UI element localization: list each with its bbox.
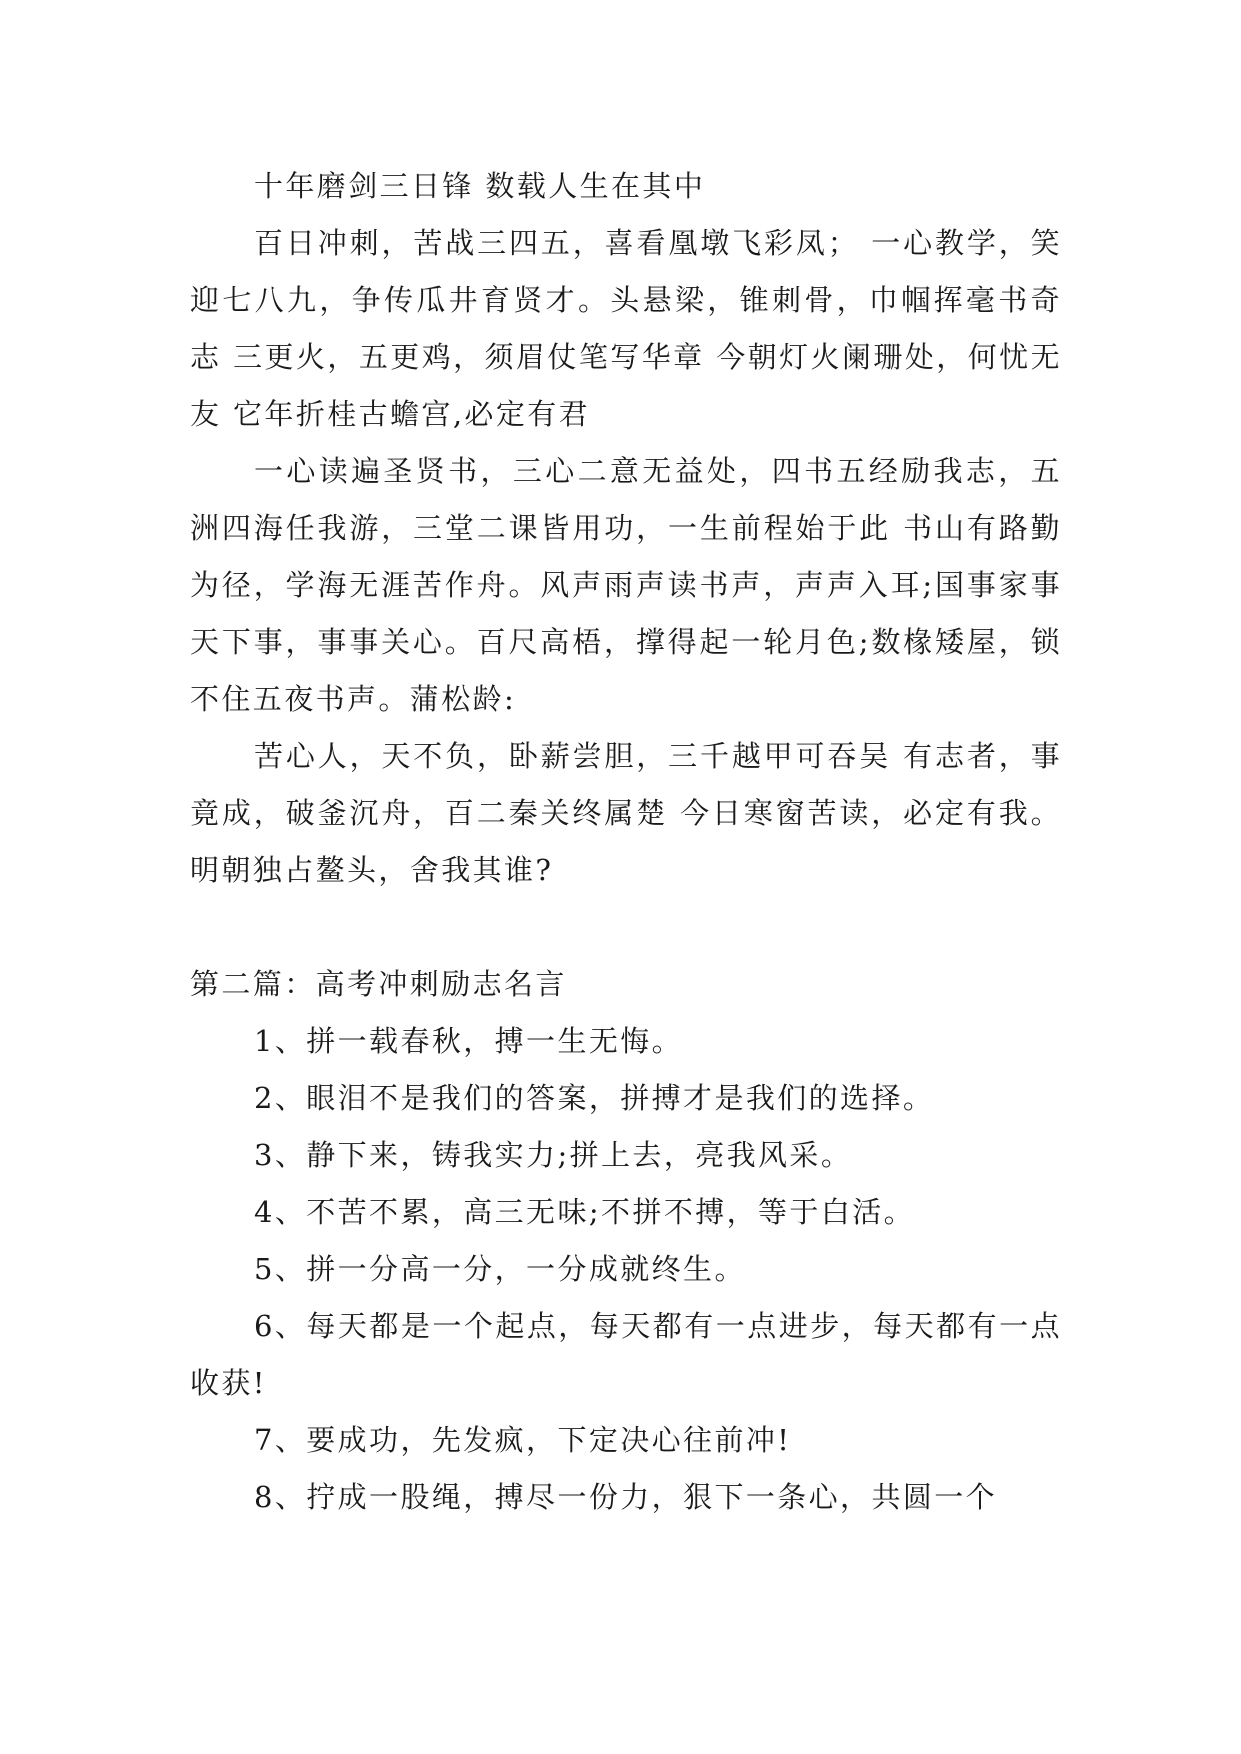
quote-item: 7、要成功，先发疯，下定决心往前冲! [254,1423,792,1457]
paragraph-couplet: 百日冲刺，苦战三四五，喜看凰墩飞彩凤； 一心教学，笑迎七八九，争传瓜井育贤才。头悬梁，锥刺骨，巾帼挥毫书奇志 三更火，五更鸡，须眉仗笔写华章 今朝灯火阑珊处，何忧无友 它年折桂古蟾宫,必定有君 [190,226,1062,431]
paragraph-perseverance: 苦心人，天不负，卧薪尝胆，三千越甲可吞吴 有志者，事竟成，破釜沉舟，百二秦关终属楚 今日寒窗苦读，必定有我。明朝独占鳌头，舍我其谁? [190,739,1062,887]
quote-item: 8、拧成一股绳，搏尽一份力，狠下一条心，共圆一个 [254,1480,998,1514]
quote-item: 3、静下来，铸我实力;拼上去，亮我风采。 [254,1138,853,1172]
document-body [190,158,1062,1526]
quote-item: 4、不苦不累，高三无味;不拼不搏，等于白活。 [254,1195,916,1229]
quote-item: 2、眼泪不是我们的答案，拼搏才是我们的选择。 [254,1081,935,1115]
quote-item: 5、拼一分高一分，一分成就终生。 [254,1252,746,1286]
section-title: 第二篇：高考冲刺励志名言 [190,967,567,1001]
paragraph-study: 一心读遍圣贤书，三心二意无益处，四书五经励我志，五洲四海任我游，三堂二课皆用功，一生前程始于此 书山有路勤为径，学海无涯苦作舟。风声雨声读书声，声声入耳;国事家事天下事，事事关心。百尺高梧，撑得起一轮月色;数椽矮屋，锁不住五夜书声。蒲松龄: [190,454,1062,716]
quote-item: 6、每天都是一个起点，每天都有一点进步，每天都有一点收获! [190,1309,1062,1400]
heading-line: 十年磨剑三日锋 数载人生在其中 [254,169,706,203]
blank-line [190,899,1062,956]
quote-item: 1、拼一载春秋，搏一生无悔。 [254,1024,684,1058]
